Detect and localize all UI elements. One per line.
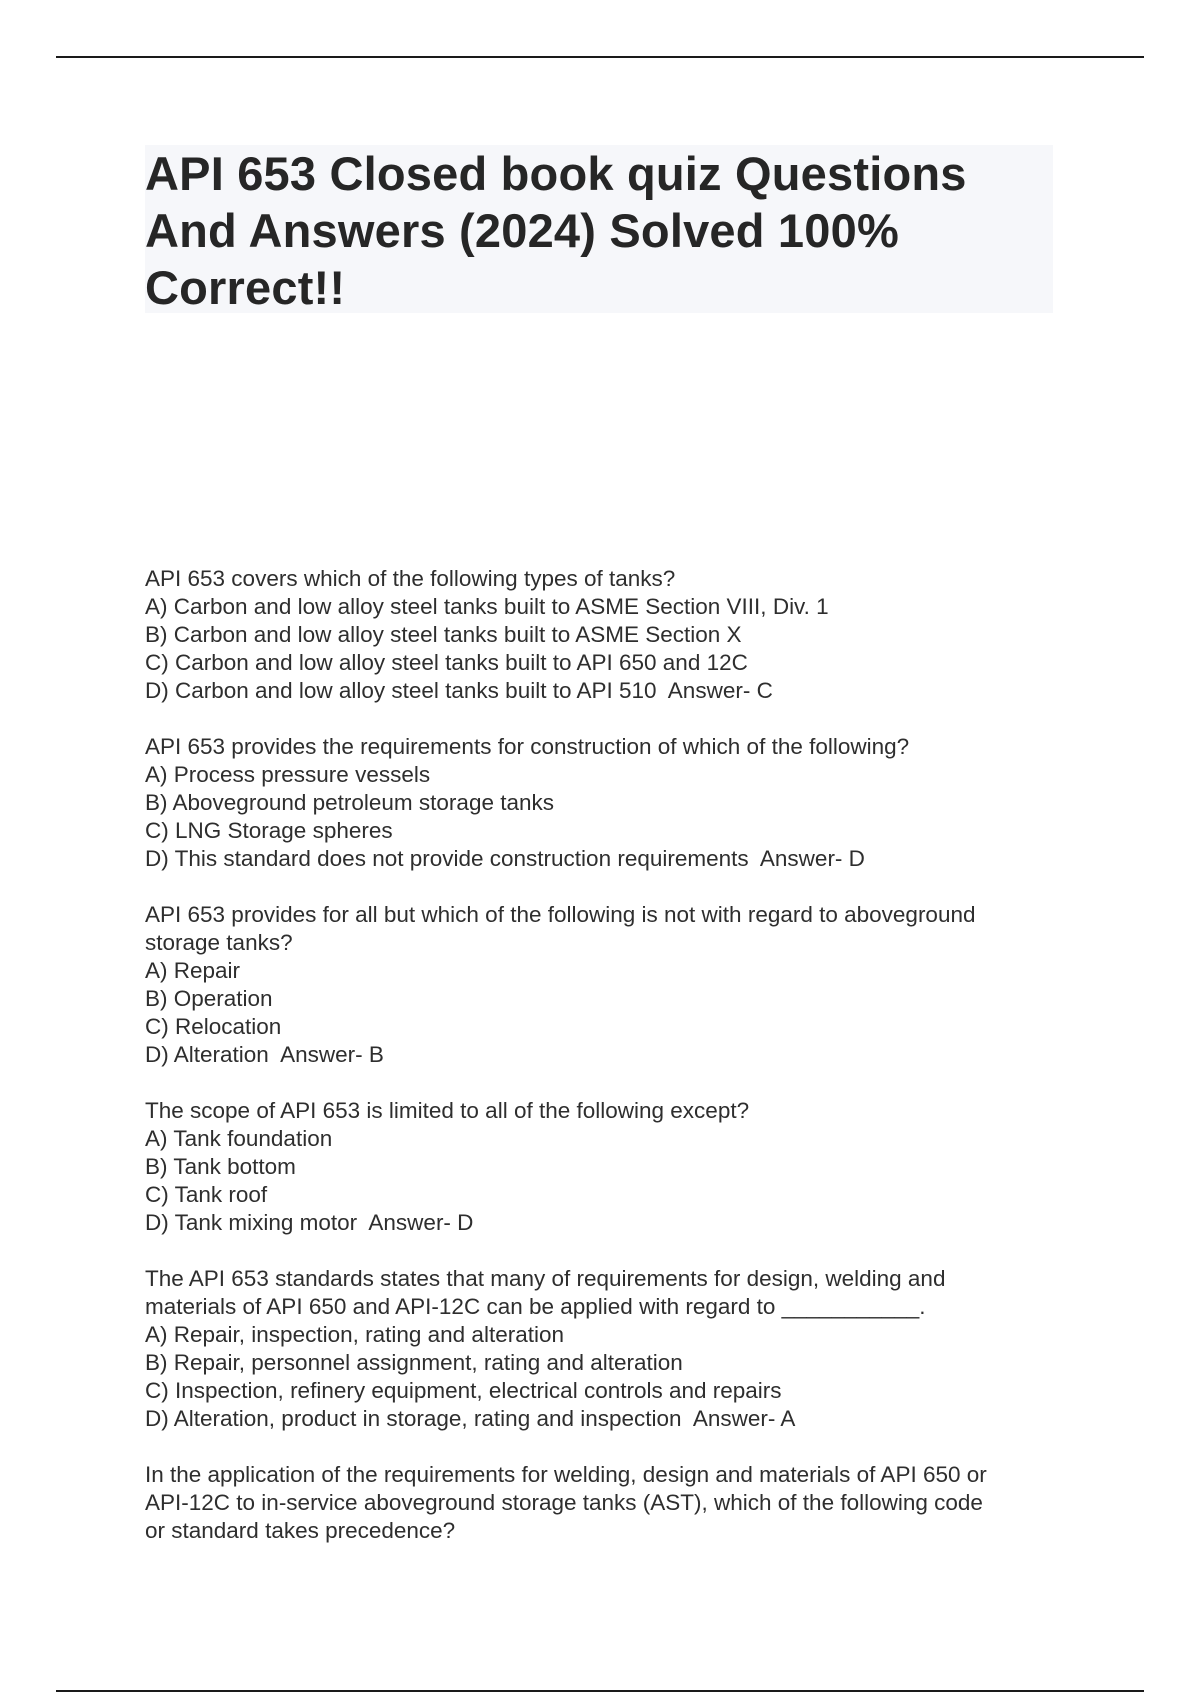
- answer-option: B) Aboveground petroleum storage tanks: [145, 790, 554, 815]
- question-text: API 653 provides the requirements for construction of which of the following?: [145, 734, 910, 759]
- answer-option: B) Repair, personnel assignment, rating and alteration: [145, 1350, 683, 1375]
- question-text: The API 653 standards states that many of requirements for design, welding and: [145, 1266, 946, 1291]
- answer-option: A) Carbon and low alloy steel tanks built to ASME Section VIII, Div. 1: [145, 594, 829, 619]
- answer-option: D) Alteration, product in storage, rating and inspection Answer- A: [145, 1406, 796, 1431]
- answer-option: C) Carbon and low alloy steel tanks built to API 650 and 12C: [145, 650, 748, 675]
- answer-option: D) Alteration Answer- B: [145, 1042, 384, 1067]
- question-block-4: [145, 1097, 1075, 1237]
- answer-option: C) LNG Storage spheres: [145, 818, 393, 843]
- question-text: or standard takes precedence?: [145, 1518, 456, 1543]
- question-block-1: [145, 565, 1075, 705]
- question-text: API 653 covers which of the following types of tanks?: [145, 566, 676, 591]
- question-text: In the application of the requirements for welding, design and materials of API 650 or: [145, 1462, 987, 1487]
- question-block-3: [145, 901, 1075, 1069]
- answer-option: D) Carbon and low alloy steel tanks built to API 510 Answer- C: [145, 678, 773, 703]
- header-rule: [56, 56, 1144, 58]
- answer-option: C) Tank roof: [145, 1182, 268, 1207]
- answer-option: B) Operation: [145, 986, 273, 1011]
- question-block-6: [145, 1461, 1075, 1545]
- answer-option: D) Tank mixing motor Answer- D: [145, 1210, 474, 1235]
- question-list: [145, 565, 1075, 1573]
- answer-option: A) Process pressure vessels: [145, 762, 431, 787]
- question-text: materials of API 650 and API-12C can be applied with regard to ___________.: [145, 1294, 926, 1319]
- question-block-5: [145, 1265, 1075, 1433]
- question-text: The scope of API 653 is limited to all of the following except?: [145, 1098, 750, 1123]
- question-text: storage tanks?: [145, 930, 293, 955]
- answer-option: A) Repair, inspection, rating and alteration: [145, 1322, 564, 1347]
- answer-option: B) Tank bottom: [145, 1154, 296, 1179]
- question-text: API-12C to in-service aboveground storage tanks (AST), which of the following code: [145, 1490, 983, 1515]
- answer-option: C) Inspection, refinery equipment, electrical controls and repairs: [145, 1378, 782, 1403]
- document-title: API 653 Closed book quiz Questions And Answers (2024) Solved 100% Correct!!: [145, 147, 967, 314]
- title-block: [145, 145, 1053, 313]
- answer-option: C) Relocation: [145, 1014, 282, 1039]
- answer-option: A) Tank foundation: [145, 1126, 333, 1151]
- question-block-2: [145, 733, 1075, 873]
- question-text: API 653 provides for all but which of the following is not with regard to aboveground: [145, 902, 976, 927]
- answer-option: B) Carbon and low alloy steel tanks built to ASME Section X: [145, 622, 742, 647]
- answer-option: A) Repair: [145, 958, 241, 983]
- footer-rule: [56, 1690, 1144, 1692]
- answer-option: D) This standard does not provide construction requirements Answer- D: [145, 846, 865, 871]
